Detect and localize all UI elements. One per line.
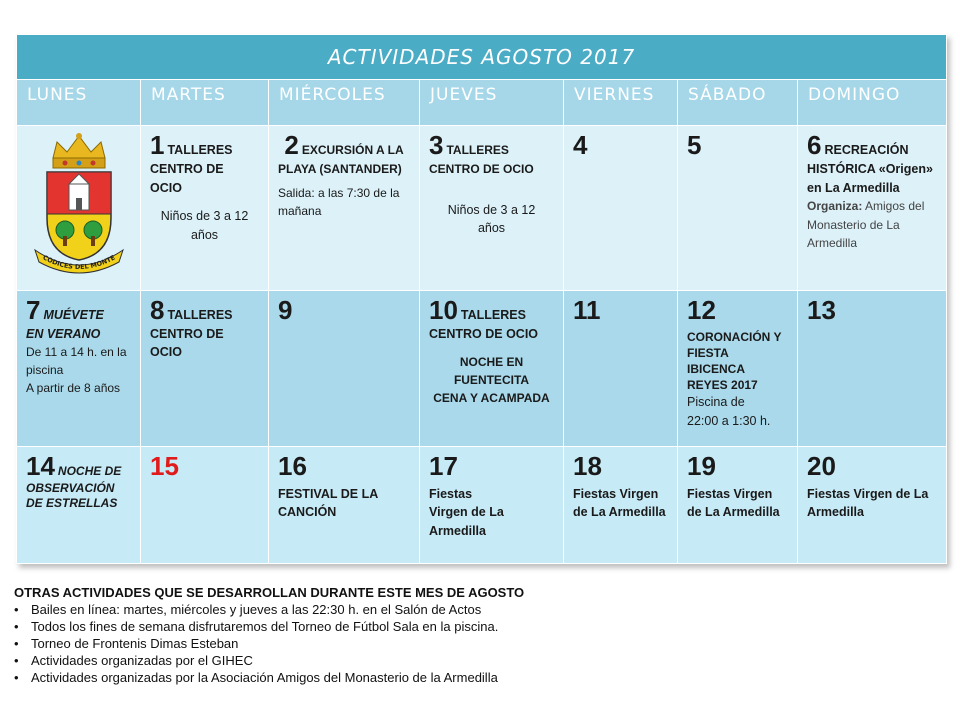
day-cell-16: [269, 446, 420, 563]
day-number: 9: [278, 294, 293, 325]
list-item: • Actividades organizadas por el GIHEC: [14, 652, 944, 669]
day-number: 16: [278, 450, 307, 481]
event-title: Fiestas Virgen de La Armedilla: [687, 486, 780, 520]
event-title-cont: CENTRO DE OCIO: [429, 326, 539, 341]
other-activities-title: OTRAS ACTIVIDADES QUE SE DESARROLLAN DURANTE ESTE MES DE AGOSTO: [14, 585, 525, 600]
organizer-label: Organiza:: [807, 199, 863, 214]
day-number: 14: [26, 450, 55, 481]
day-number: 5: [687, 130, 702, 160]
day-cell-4: [564, 126, 678, 291]
weekday-thursday: JUEVES: [420, 80, 564, 126]
day-cell-19: [678, 446, 798, 563]
list-item: • Todos los fines de semana disfrutaremos del Torneo de Fútbol Sala en la piscina.: [14, 618, 944, 635]
other-activities-section: [14, 584, 944, 686]
event-extra-3: CENA Y ACAMPADA: [433, 391, 550, 406]
event-extra-2: FUENTECITA: [453, 373, 530, 388]
event-title: Fiestas Virgen de La Armedilla: [573, 486, 666, 520]
event-title: EXCURSIÓN A LA: [301, 143, 404, 157]
day-cell-10: [420, 290, 564, 446]
day-number: 11: [573, 294, 601, 325]
weekday-monday: LUNES: [17, 80, 141, 126]
weekday-wednesday: MIÉRCOLES: [269, 80, 420, 126]
weekday-saturday: SÁBADO: [678, 80, 798, 126]
day-number-holiday: 15: [150, 450, 179, 481]
day-cell-13: [798, 290, 947, 446]
weekday-friday: VIERNES: [564, 80, 678, 126]
day-cell-18: [564, 446, 678, 563]
coat-of-arms-icon: [31, 132, 127, 278]
event-detail: De 11 a 14 h. en la piscina: [26, 345, 127, 378]
day-number: 19: [687, 450, 716, 481]
day-cell-2: [269, 126, 420, 291]
event-note: Salida: a las 7:30 de la mañana: [278, 185, 400, 218]
day-number: 13: [807, 294, 836, 325]
day-number: 6: [807, 130, 822, 160]
event-title-cont: PLAYA (SANTANDER): [278, 161, 402, 176]
day-number: 8: [150, 294, 165, 325]
day-number: 3: [429, 130, 444, 160]
calendar-title: ACTIVIDADES AGOSTO 2017: [17, 35, 947, 80]
day-cell-15: [141, 446, 269, 563]
day-cell-17: [420, 446, 564, 563]
day-number: 18: [573, 450, 602, 481]
week-row-3: [17, 446, 947, 563]
event-detail-2: A partir de 8 años: [26, 381, 121, 396]
day-cell-1: [141, 126, 269, 291]
coat-of-arms-cell: [17, 126, 141, 291]
day-number: 7: [26, 294, 41, 325]
event-title-cont: CENTRO DE OCIO: [150, 161, 224, 195]
day-number: 12: [687, 294, 716, 325]
day-number: 20: [807, 450, 836, 481]
week-row-2: [17, 290, 947, 446]
event-note: Niños de 3 a 12 años: [160, 209, 249, 242]
day-number: 10: [429, 294, 458, 325]
day-cell-14: [17, 446, 141, 563]
event-title: NOCHE DE: [57, 463, 122, 478]
event-title-cont: OBSERVACIÓN DE ESTRELLAS: [26, 480, 118, 511]
day-number: 1: [150, 130, 165, 160]
event-title: RECREACIÓN: [824, 143, 909, 157]
day-cell-5: [678, 126, 798, 291]
day-number: 2: [284, 130, 299, 160]
day-cell-3: [420, 126, 564, 291]
event-title-cont: CENTRO DE OCIO: [429, 161, 534, 176]
event-title: TALLERES: [460, 307, 526, 322]
week-row-1: [17, 126, 947, 291]
event-title: CORONACIÓN Y FIESTA IBICENCA REYES 2017: [687, 329, 782, 393]
event-title: Fiestas: [429, 486, 473, 501]
list-item: • Bailes en línea: martes, miércoles y jueves a las 22:30 h. en el Salón de Actos: [14, 601, 944, 618]
list-item: • Torneo de Frontenis Dimas Esteban: [14, 635, 944, 652]
event-title-cont: HISTÓRICA «Origen» en La Armedilla: [807, 161, 933, 195]
weekday-sunday: DOMINGO: [798, 80, 947, 126]
day-cell-20: [798, 446, 947, 563]
event-title: MUÉVETE: [43, 307, 104, 322]
day-cell-11: [564, 290, 678, 446]
event-title: TALLERES: [167, 307, 233, 322]
day-number: 17: [429, 450, 458, 481]
event-detail-2: 22:00 a 1:30 h.: [687, 414, 771, 428]
event-title: Fiestas Virgen de La Armedilla: [807, 486, 929, 520]
event-title-cont: Virgen de La Armedilla: [429, 505, 504, 538]
event-title-cont: EN VERANO: [26, 326, 101, 341]
calendar-table: [16, 34, 947, 564]
event-title: TALLERES: [167, 143, 233, 157]
day-cell-6: [798, 126, 947, 291]
event-note: Niños de 3 a 12 años: [447, 202, 536, 236]
day-cell-7: [17, 290, 141, 446]
weekday-tuesday: MARTES: [141, 80, 269, 126]
day-cell-12: [678, 290, 798, 446]
event-title: FESTIVAL DE LA CANCIÓN: [278, 486, 378, 520]
weekday-row: [17, 80, 947, 126]
organizer-text: Amigos del Monasterio de La Armedilla: [807, 199, 925, 251]
day-number: 4: [573, 130, 588, 160]
event-detail: Piscina de: [687, 395, 745, 410]
ribbon-text: CODICES DEL MONTE: [40, 253, 117, 272]
day-cell-9: [269, 290, 420, 446]
list-item: • Actividades organizadas por la Asociación Amigos del Monasterio de la Armedilla: [14, 669, 944, 686]
event-title-cont: CENTRO DE OCIO: [150, 326, 224, 360]
other-activities-list: [14, 601, 944, 686]
event-title: TALLERES: [446, 143, 509, 157]
day-cell-8: [141, 290, 269, 446]
event-extra-1: NOCHE EN: [459, 355, 524, 370]
